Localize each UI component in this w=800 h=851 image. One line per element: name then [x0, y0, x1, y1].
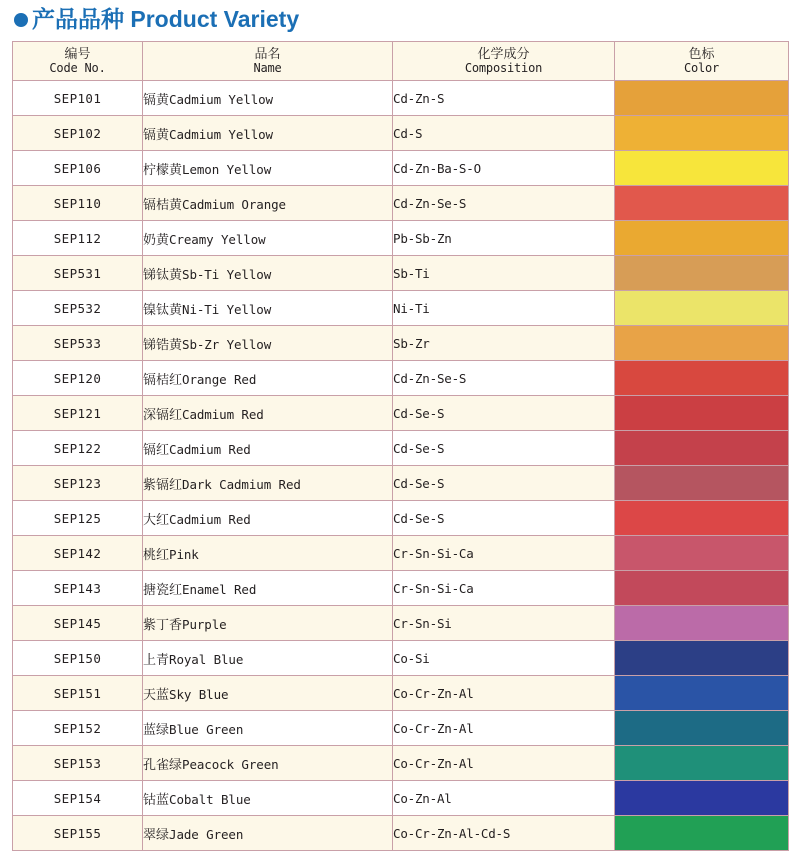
table-row [13, 571, 789, 606]
cell-name [143, 501, 393, 536]
cell-name-cn: 搪瓷红 [143, 581, 183, 597]
color-swatch [615, 186, 788, 220]
bullet-icon [14, 13, 28, 27]
cell-code: SEP150 [13, 641, 143, 676]
cell-color-swatch [615, 466, 789, 501]
column-header-code-cn: 编号 [64, 45, 91, 61]
cell-composition: Cd-Zn-Se-S [393, 186, 615, 221]
cell-code: SEP533 [13, 326, 143, 361]
cell-name-cn: 锑钛黄 [143, 266, 183, 282]
color-swatch [615, 466, 788, 500]
color-swatch [615, 641, 788, 675]
cell-name [143, 256, 393, 291]
cell-color-swatch [615, 431, 789, 466]
cell-name [143, 431, 393, 466]
cell-name-en: Cadmium Yellow [169, 126, 273, 142]
cell-code: SEP152 [13, 711, 143, 746]
cell-composition: Cd-Zn-Ba-S-O [393, 151, 615, 186]
cell-name-en: Enamel Red [182, 581, 257, 597]
cell-name-cn: 蓝绿 [143, 721, 170, 737]
cell-color-swatch [615, 396, 789, 431]
cell-name [143, 116, 393, 151]
cell-code: SEP532 [13, 291, 143, 326]
cell-color-swatch [615, 606, 789, 641]
cell-composition: Co-Si [393, 641, 615, 676]
cell-composition: Cd-Zn-Se-S [393, 361, 615, 396]
cell-name-cn: 紫丁香 [143, 616, 183, 632]
table-row [13, 186, 789, 221]
cell-code: SEP120 [13, 361, 143, 396]
color-swatch [615, 396, 788, 430]
cell-color-swatch [615, 711, 789, 746]
table-row [13, 711, 789, 746]
color-swatch [615, 221, 788, 255]
color-swatch [615, 291, 788, 325]
cell-name [143, 291, 393, 326]
cell-composition: Cr-Sn-Si-Ca [393, 536, 615, 571]
table-row [13, 361, 789, 396]
cell-name-en: Blue Green [169, 721, 244, 737]
cell-code: SEP142 [13, 536, 143, 571]
cell-name [143, 326, 393, 361]
color-swatch [615, 676, 788, 710]
cell-color-swatch [615, 816, 789, 851]
color-swatch [615, 326, 788, 360]
cell-name-cn: 翠绿 [143, 826, 170, 842]
cell-name-cn: 紫镉红 [143, 476, 183, 492]
cell-name-cn: 深镉红 [143, 406, 183, 422]
color-swatch [615, 501, 788, 535]
cell-composition: Co-Cr-Zn-Al [393, 711, 615, 746]
color-swatch [615, 536, 788, 570]
cell-code: SEP121 [13, 396, 143, 431]
cell-color-swatch [615, 291, 789, 326]
color-swatch [615, 81, 788, 115]
cell-color-swatch [615, 116, 789, 151]
cell-color-swatch [615, 781, 789, 816]
color-swatch [615, 816, 788, 850]
cell-code: SEP110 [13, 186, 143, 221]
column-header-composition-cn: 化学成分 [477, 45, 530, 61]
cell-name-cn: 镉红 [143, 441, 170, 457]
color-swatch [615, 431, 788, 465]
cell-color-swatch [615, 186, 789, 221]
cell-color-swatch [615, 326, 789, 361]
cell-name-cn: 镍钛黄 [143, 301, 183, 317]
cell-composition: Co-Cr-Zn-Al [393, 676, 615, 711]
column-header-code-en: Code No. [49, 60, 106, 75]
cell-name-en: Lemon Yellow [182, 161, 272, 177]
cell-name [143, 221, 393, 256]
cell-name-en: Cadmium Yellow [169, 91, 273, 107]
cell-composition: Sb-Ti [393, 256, 615, 291]
column-header-composition [393, 42, 615, 81]
table-row [13, 606, 789, 641]
cell-name-en: Cadmium Red [169, 511, 251, 527]
column-header-composition-en: Composition [464, 60, 543, 75]
cell-name-en: Cadmium Red [169, 441, 251, 457]
cell-name-cn: 上青 [143, 651, 170, 667]
cell-code: SEP531 [13, 256, 143, 291]
table-row [13, 501, 789, 536]
cell-color-swatch [615, 151, 789, 186]
cell-color-swatch [615, 221, 789, 256]
column-header-color-en: Color [683, 60, 720, 75]
table-header-row [13, 42, 789, 81]
cell-name [143, 711, 393, 746]
cell-name [143, 186, 393, 221]
cell-name-cn: 镉桔黄 [143, 196, 183, 212]
column-header-name [143, 42, 393, 81]
color-swatch [615, 606, 788, 640]
cell-name [143, 746, 393, 781]
color-swatch [615, 781, 788, 815]
column-header-color-cn: 色标 [688, 45, 715, 61]
cell-name [143, 361, 393, 396]
cell-name-en: Ni-Ti Yellow [182, 301, 272, 317]
table-row [13, 536, 789, 571]
cell-name-cn: 锑锆黄 [143, 336, 183, 352]
cell-composition: Cd-Zn-S [393, 81, 615, 116]
cell-color-swatch [615, 256, 789, 291]
cell-code: SEP155 [13, 816, 143, 851]
cell-composition: Cd-Se-S [393, 501, 615, 536]
cell-name [143, 396, 393, 431]
page-title [0, 0, 800, 37]
product-variety-table [12, 41, 789, 851]
cell-composition: Cd-Se-S [393, 396, 615, 431]
cell-name-en: Jade Green [169, 826, 244, 842]
cell-name [143, 466, 393, 501]
cell-name-cn: 大红 [143, 511, 170, 527]
cell-name-en: Cadmium Red [182, 406, 264, 422]
cell-name-en: Cadmium Orange [182, 196, 286, 212]
cell-color-swatch [615, 81, 789, 116]
cell-code: SEP143 [13, 571, 143, 606]
table-row [13, 431, 789, 466]
cell-composition: Cd-Se-S [393, 431, 615, 466]
table-row [13, 221, 789, 256]
color-swatch [615, 571, 788, 605]
cell-composition: Ni-Ti [393, 291, 615, 326]
table-row [13, 816, 789, 851]
cell-code: SEP106 [13, 151, 143, 186]
cell-composition: Cd-Se-S [393, 466, 615, 501]
cell-name-cn: 桃红 [143, 546, 170, 562]
cell-color-swatch [615, 571, 789, 606]
cell-code: SEP151 [13, 676, 143, 711]
cell-name [143, 536, 393, 571]
cell-composition: Co-Cr-Zn-Al-Cd-S [393, 816, 615, 851]
color-swatch [615, 746, 788, 780]
column-header-name-en: Name [253, 60, 282, 75]
cell-name [143, 606, 393, 641]
color-swatch [615, 711, 788, 745]
cell-name-cn: 奶黄 [143, 231, 170, 247]
cell-code: SEP122 [13, 431, 143, 466]
table-row [13, 676, 789, 711]
cell-color-swatch [615, 361, 789, 396]
cell-name-en: Royal Blue [169, 651, 244, 667]
table-row [13, 291, 789, 326]
cell-composition: Co-Zn-Al [393, 781, 615, 816]
table-row [13, 116, 789, 151]
cell-name-en: Cobalt Blue [169, 791, 251, 807]
cell-code: SEP102 [13, 116, 143, 151]
cell-name-en: Sb-Ti Yellow [182, 266, 272, 282]
cell-name-cn: 镉黄 [143, 91, 170, 107]
table-row [13, 151, 789, 186]
cell-composition: Pb-Sb-Zn [393, 221, 615, 256]
table-header [13, 42, 789, 81]
cell-name [143, 816, 393, 851]
cell-name [143, 81, 393, 116]
cell-name-cn: 柠檬黄 [143, 161, 183, 177]
cell-color-swatch [615, 501, 789, 536]
cell-color-swatch [615, 536, 789, 571]
cell-name [143, 641, 393, 676]
cell-name-cn: 钴蓝 [143, 791, 170, 807]
cell-color-swatch [615, 746, 789, 781]
cell-name-cn: 镉黄 [143, 126, 170, 142]
cell-name-en: Orange Red [182, 371, 257, 387]
table-row [13, 641, 789, 676]
cell-code: SEP101 [13, 81, 143, 116]
table-row [13, 396, 789, 431]
cell-name-en: Sky Blue [169, 686, 229, 702]
cell-name-cn: 孔雀绿 [143, 756, 183, 772]
cell-code: SEP145 [13, 606, 143, 641]
cell-code: SEP123 [13, 466, 143, 501]
color-swatch [615, 256, 788, 290]
cell-composition: Cr-Sn-Si [393, 606, 615, 641]
table-row [13, 81, 789, 116]
cell-name [143, 571, 393, 606]
cell-name-cn: 天蓝 [143, 686, 170, 702]
cell-code: SEP154 [13, 781, 143, 816]
table-row [13, 466, 789, 501]
cell-code: SEP125 [13, 501, 143, 536]
cell-composition: Sb-Zr [393, 326, 615, 361]
cell-name-en: Pink [169, 546, 199, 562]
color-swatch [615, 361, 788, 395]
table-row [13, 746, 789, 781]
column-header-color [615, 42, 789, 81]
cell-color-swatch [615, 676, 789, 711]
cell-composition: Cd-S [393, 116, 615, 151]
cell-name-en: Sb-Zr Yellow [182, 336, 272, 352]
color-swatch [615, 116, 788, 150]
cell-name-en: Peacock Green [182, 756, 279, 772]
cell-name-en: Dark Cadmium Red [182, 476, 301, 492]
cell-code: SEP153 [13, 746, 143, 781]
table-row [13, 256, 789, 291]
column-header-name-cn: 品名 [254, 45, 281, 61]
cell-color-swatch [615, 641, 789, 676]
color-swatch [615, 151, 788, 185]
cell-composition: Co-Cr-Zn-Al [393, 746, 615, 781]
column-header-code [13, 42, 143, 81]
cell-name-cn: 镉桔红 [143, 371, 183, 387]
table-row [13, 781, 789, 816]
table-row [13, 326, 789, 361]
page-title-text: 产品品种 Product Variety [32, 6, 300, 32]
cell-composition: Cr-Sn-Si-Ca [393, 571, 615, 606]
table-body [13, 81, 789, 851]
cell-name [143, 151, 393, 186]
cell-name [143, 781, 393, 816]
cell-name [143, 676, 393, 711]
cell-name-en: Purple [182, 616, 227, 632]
cell-name-en: Creamy Yellow [169, 231, 266, 247]
cell-code: SEP112 [13, 221, 143, 256]
